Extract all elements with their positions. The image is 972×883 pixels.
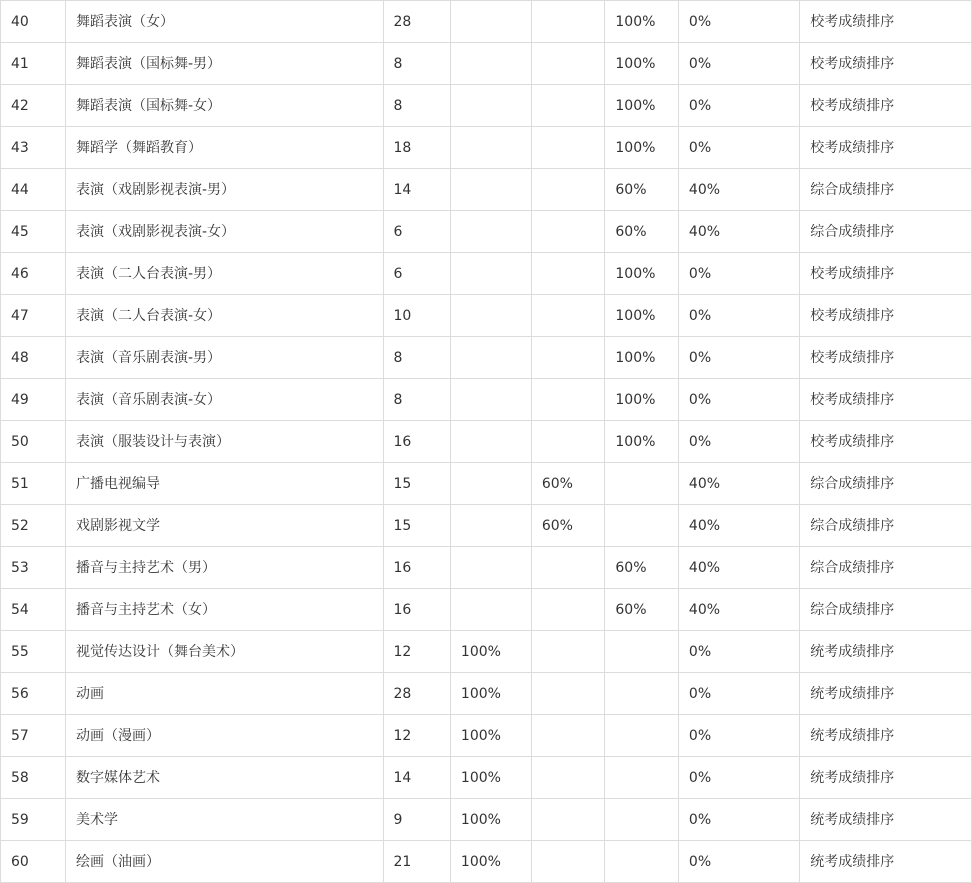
major-name-cell: 播音与主持艺术（女）	[65, 589, 383, 631]
row-number-cell: 54	[1, 589, 66, 631]
percent-c-cell: 100%	[605, 379, 679, 421]
percent-d-cell: 0%	[678, 1, 799, 43]
percent-c-cell: 100%	[605, 295, 679, 337]
table-row	[1, 169, 972, 211]
percent-a-cell: 100%	[450, 673, 531, 715]
percent-c-cell: 60%	[605, 589, 679, 631]
quota-cell: 28	[383, 673, 450, 715]
quota-cell: 8	[383, 85, 450, 127]
ranking-rule-cell: 综合成绩排序	[800, 463, 972, 505]
row-number-cell: 40	[1, 1, 66, 43]
row-number-cell: 59	[1, 799, 66, 841]
percent-d-cell: 0%	[678, 757, 799, 799]
percent-d-cell: 0%	[678, 673, 799, 715]
percent-c-cell: 60%	[605, 211, 679, 253]
percent-b-cell	[531, 631, 605, 673]
percent-d-cell: 0%	[678, 631, 799, 673]
major-name-cell: 动画	[65, 673, 383, 715]
quota-cell: 8	[383, 337, 450, 379]
quota-cell: 8	[383, 379, 450, 421]
major-name-cell: 播音与主持艺术（男）	[65, 547, 383, 589]
table-row	[1, 757, 972, 799]
major-name-cell: 动画（漫画）	[65, 715, 383, 757]
row-number-cell: 57	[1, 715, 66, 757]
percent-b-cell	[531, 211, 605, 253]
quota-cell: 15	[383, 505, 450, 547]
percent-b-cell	[531, 337, 605, 379]
quota-cell: 28	[383, 1, 450, 43]
percent-a-cell	[450, 295, 531, 337]
row-number-cell: 51	[1, 463, 66, 505]
percent-b-cell: 60%	[531, 463, 605, 505]
percent-d-cell: 40%	[678, 211, 799, 253]
table-body	[1, 1, 972, 883]
percent-a-cell	[450, 379, 531, 421]
percent-a-cell	[450, 421, 531, 463]
percent-c-cell: 100%	[605, 421, 679, 463]
percent-c-cell: 60%	[605, 547, 679, 589]
row-number-cell: 48	[1, 337, 66, 379]
percent-d-cell: 0%	[678, 295, 799, 337]
percent-c-cell: 60%	[605, 169, 679, 211]
ranking-rule-cell: 综合成绩排序	[800, 211, 972, 253]
percent-d-cell: 0%	[678, 379, 799, 421]
table-row	[1, 589, 972, 631]
percent-b-cell	[531, 757, 605, 799]
row-number-cell: 58	[1, 757, 66, 799]
table-row	[1, 841, 972, 883]
percent-a-cell	[450, 463, 531, 505]
row-number-cell: 60	[1, 841, 66, 883]
percent-b-cell	[531, 295, 605, 337]
percent-d-cell: 0%	[678, 253, 799, 295]
ranking-rule-cell: 统考成绩排序	[800, 799, 972, 841]
percent-c-cell	[605, 631, 679, 673]
ranking-rule-cell: 综合成绩排序	[800, 589, 972, 631]
percent-a-cell: 100%	[450, 799, 531, 841]
percent-a-cell	[450, 547, 531, 589]
percent-c-cell	[605, 463, 679, 505]
row-number-cell: 50	[1, 421, 66, 463]
table-row	[1, 1, 972, 43]
major-name-cell: 视觉传达设计（舞台美术）	[65, 631, 383, 673]
row-number-cell: 42	[1, 85, 66, 127]
quota-cell: 14	[383, 169, 450, 211]
percent-c-cell	[605, 715, 679, 757]
table-row	[1, 715, 972, 757]
ranking-rule-cell: 校考成绩排序	[800, 421, 972, 463]
major-name-cell: 绘画（油画）	[65, 841, 383, 883]
percent-d-cell: 40%	[678, 169, 799, 211]
percent-c-cell	[605, 757, 679, 799]
percent-c-cell	[605, 505, 679, 547]
percent-d-cell: 0%	[678, 715, 799, 757]
quota-cell: 6	[383, 253, 450, 295]
table-row	[1, 337, 972, 379]
percent-b-cell	[531, 253, 605, 295]
quota-cell: 14	[383, 757, 450, 799]
table-row	[1, 43, 972, 85]
row-number-cell: 49	[1, 379, 66, 421]
major-name-cell: 舞蹈表演（国标舞-男）	[65, 43, 383, 85]
percent-c-cell: 100%	[605, 127, 679, 169]
percent-a-cell	[450, 253, 531, 295]
ranking-rule-cell: 统考成绩排序	[800, 715, 972, 757]
major-name-cell: 数字媒体艺术	[65, 757, 383, 799]
table-row	[1, 547, 972, 589]
percent-c-cell: 100%	[605, 85, 679, 127]
percent-d-cell: 0%	[678, 85, 799, 127]
row-number-cell: 53	[1, 547, 66, 589]
ranking-rule-cell: 校考成绩排序	[800, 85, 972, 127]
table-row	[1, 211, 972, 253]
percent-b-cell	[531, 547, 605, 589]
percent-d-cell: 0%	[678, 799, 799, 841]
quota-cell: 16	[383, 421, 450, 463]
percent-b-cell	[531, 589, 605, 631]
major-name-cell: 表演（音乐剧表演-女）	[65, 379, 383, 421]
table-row	[1, 673, 972, 715]
percent-c-cell	[605, 799, 679, 841]
ranking-rule-cell: 统考成绩排序	[800, 841, 972, 883]
percent-d-cell: 40%	[678, 589, 799, 631]
percent-d-cell: 40%	[678, 463, 799, 505]
percent-a-cell	[450, 85, 531, 127]
percent-d-cell: 40%	[678, 505, 799, 547]
quota-cell: 16	[383, 589, 450, 631]
major-name-cell: 戏剧影视文学	[65, 505, 383, 547]
ranking-rule-cell: 校考成绩排序	[800, 337, 972, 379]
row-number-cell: 55	[1, 631, 66, 673]
percent-a-cell: 100%	[450, 631, 531, 673]
percent-c-cell: 100%	[605, 337, 679, 379]
major-name-cell: 表演（戏剧影视表演-女）	[65, 211, 383, 253]
ranking-rule-cell: 校考成绩排序	[800, 43, 972, 85]
percent-c-cell	[605, 673, 679, 715]
quota-cell: 16	[383, 547, 450, 589]
percent-c-cell: 100%	[605, 43, 679, 85]
percent-a-cell	[450, 337, 531, 379]
table-row	[1, 463, 972, 505]
row-number-cell: 45	[1, 211, 66, 253]
percent-b-cell	[531, 841, 605, 883]
percent-c-cell: 100%	[605, 1, 679, 43]
percent-b-cell	[531, 127, 605, 169]
percent-a-cell	[450, 127, 531, 169]
quota-cell: 12	[383, 631, 450, 673]
ranking-rule-cell: 校考成绩排序	[800, 379, 972, 421]
percent-a-cell	[450, 589, 531, 631]
row-number-cell: 56	[1, 673, 66, 715]
table-row	[1, 127, 972, 169]
percent-b-cell	[531, 673, 605, 715]
percent-a-cell	[450, 169, 531, 211]
table-row	[1, 295, 972, 337]
quota-cell: 10	[383, 295, 450, 337]
table-row	[1, 421, 972, 463]
quota-cell: 12	[383, 715, 450, 757]
quota-cell: 9	[383, 799, 450, 841]
row-number-cell: 43	[1, 127, 66, 169]
percent-d-cell: 0%	[678, 337, 799, 379]
ranking-rule-cell: 校考成绩排序	[800, 253, 972, 295]
percent-b-cell	[531, 43, 605, 85]
major-name-cell: 表演（音乐剧表演-男）	[65, 337, 383, 379]
ranking-rule-cell: 校考成绩排序	[800, 127, 972, 169]
row-number-cell: 44	[1, 169, 66, 211]
ranking-rule-cell: 统考成绩排序	[800, 631, 972, 673]
percent-b-cell	[531, 715, 605, 757]
percent-d-cell: 0%	[678, 841, 799, 883]
major-name-cell: 舞蹈表演（国标舞-女）	[65, 85, 383, 127]
percent-b-cell	[531, 85, 605, 127]
percent-a-cell	[450, 211, 531, 253]
table-row	[1, 631, 972, 673]
percent-b-cell	[531, 1, 605, 43]
ranking-rule-cell: 综合成绩排序	[800, 547, 972, 589]
quota-cell: 15	[383, 463, 450, 505]
table-row	[1, 85, 972, 127]
percent-b-cell	[531, 169, 605, 211]
percent-b-cell	[531, 799, 605, 841]
percent-d-cell: 0%	[678, 43, 799, 85]
major-name-cell: 表演（二人台表演-男）	[65, 253, 383, 295]
row-number-cell: 41	[1, 43, 66, 85]
percent-d-cell: 0%	[678, 127, 799, 169]
percent-a-cell	[450, 1, 531, 43]
percent-b-cell	[531, 379, 605, 421]
percent-c-cell: 100%	[605, 253, 679, 295]
row-number-cell: 52	[1, 505, 66, 547]
percent-a-cell	[450, 505, 531, 547]
ranking-rule-cell: 统考成绩排序	[800, 673, 972, 715]
row-number-cell: 46	[1, 253, 66, 295]
percent-d-cell: 40%	[678, 547, 799, 589]
ranking-rule-cell: 综合成绩排序	[800, 169, 972, 211]
percent-a-cell: 100%	[450, 715, 531, 757]
percent-c-cell	[605, 841, 679, 883]
percent-b-cell	[531, 421, 605, 463]
percent-a-cell: 100%	[450, 841, 531, 883]
ranking-rule-cell: 综合成绩排序	[800, 505, 972, 547]
table-row	[1, 799, 972, 841]
ranking-rule-cell: 统考成绩排序	[800, 757, 972, 799]
quota-cell: 18	[383, 127, 450, 169]
major-name-cell: 美术学	[65, 799, 383, 841]
ranking-rule-cell: 校考成绩排序	[800, 1, 972, 43]
table-row	[1, 505, 972, 547]
major-name-cell: 广播电视编导	[65, 463, 383, 505]
quota-cell: 6	[383, 211, 450, 253]
major-name-cell: 舞蹈学（舞蹈教育）	[65, 127, 383, 169]
row-number-cell: 47	[1, 295, 66, 337]
major-name-cell: 表演（戏剧影视表演-男）	[65, 169, 383, 211]
percent-a-cell: 100%	[450, 757, 531, 799]
quota-cell: 21	[383, 841, 450, 883]
percent-b-cell: 60%	[531, 505, 605, 547]
major-name-cell: 舞蹈表演（女）	[65, 1, 383, 43]
major-name-cell: 表演（服装设计与表演）	[65, 421, 383, 463]
quota-cell: 8	[383, 43, 450, 85]
percent-a-cell	[450, 43, 531, 85]
major-name-cell: 表演（二人台表演-女）	[65, 295, 383, 337]
table-row	[1, 253, 972, 295]
ranking-rule-cell: 校考成绩排序	[800, 295, 972, 337]
table-row	[1, 379, 972, 421]
percent-d-cell: 0%	[678, 421, 799, 463]
